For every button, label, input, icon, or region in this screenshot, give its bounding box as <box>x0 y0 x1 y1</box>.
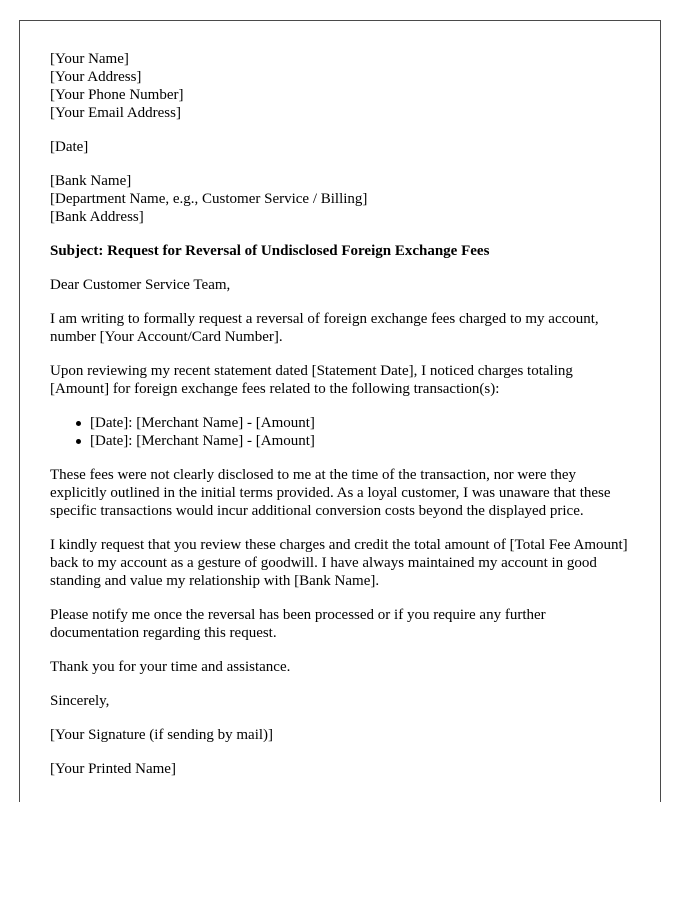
sender-email: [Your Email Address] <box>50 105 181 121</box>
paragraph-request: I am writing to formally request a reversal of foreign exchange fees charged to my account, number [Your Account/Card Number]. <box>50 311 599 345</box>
transaction-list <box>50 414 630 450</box>
salutation: Dear Customer Service Team, <box>50 277 231 293</box>
sender-phone: [Your Phone Number] <box>50 87 184 103</box>
letter-page <box>19 20 661 802</box>
printed-name: [Your Printed Name] <box>50 761 176 777</box>
recipient-bank-name: [Bank Name] <box>50 173 132 189</box>
letter-content <box>50 50 630 794</box>
sender-block <box>50 50 630 122</box>
letter-subject: Subject: Request for Reversal of Undisclosed Foreign Exchange Fees <box>50 243 490 259</box>
paragraph-credit-request: I kindly request that you review these charges and credit the total amount of [Total Fee Amount] back to my account as a gesture of goodwill. I have always maintained my account in good standing and value my relationship with [Bank Name]. <box>50 537 628 589</box>
sender-address: [Your Address] <box>50 69 142 85</box>
signature-line: [Your Signature (if sending by mail)] <box>50 727 274 743</box>
recipient-bank-address: [Bank Address] <box>50 209 144 225</box>
list-item: [Date]: [Merchant Name] - [Amount] <box>90 414 630 432</box>
paragraph-thanks: Thank you for your time and assistance. <box>50 659 291 675</box>
closing: Sincerely, <box>50 693 110 709</box>
recipient-department: [Department Name, e.g., Customer Service / Billing] <box>50 191 368 207</box>
list-item: [Date]: [Merchant Name] - [Amount] <box>90 432 630 450</box>
paragraph-statement: Upon reviewing my recent statement dated [Statement Date], I noticed charges totaling [Amount] for foreign exchange fees related to the following transaction(s): <box>50 363 573 397</box>
sender-name: [Your Name] <box>50 51 129 67</box>
paragraph-disclosure: These fees were not clearly disclosed to me at the time of the transaction, nor were they explicitly outlined in the initial terms provided. As a loyal customer, I was unaware that these specific transactions would incur additional conversion costs beyond the displayed price. <box>50 467 611 519</box>
paragraph-notify: Please notify me once the reversal has been processed or if you require any further documentation regarding this request. <box>50 607 546 641</box>
recipient-block <box>50 172 630 226</box>
letter-date: [Date] <box>50 139 89 155</box>
